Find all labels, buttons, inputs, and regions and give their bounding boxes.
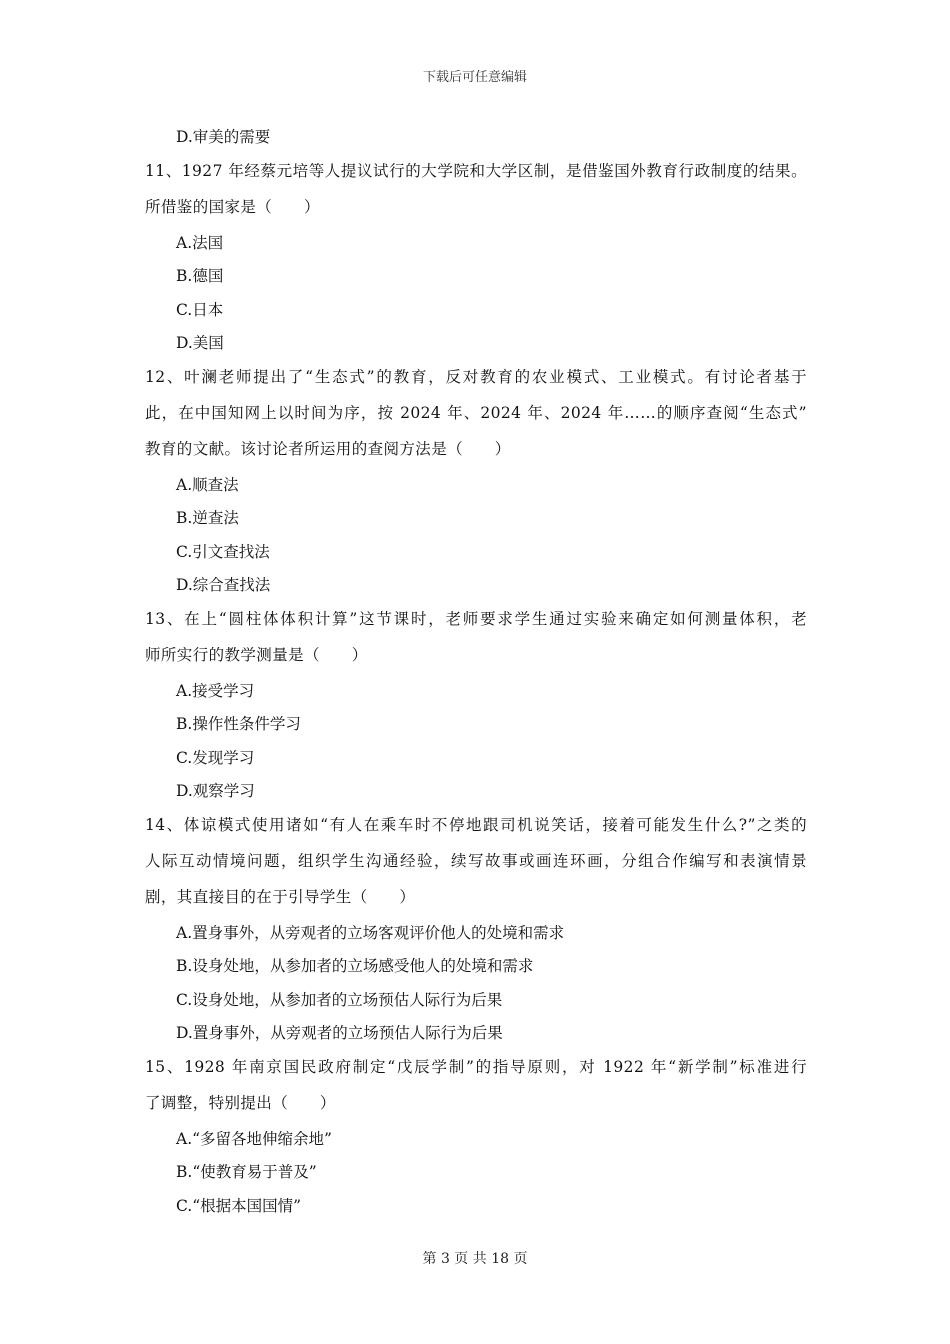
document-body <box>145 124 807 1226</box>
q12-stem-line-1: 12、叶澜老师提出了“生态式”的教育，反对教育的农业模式、工业模式。有讨论者基于 <box>145 367 807 386</box>
q12-option-c: C.引文查找法 <box>176 542 270 561</box>
q11-option-d: D.美国 <box>176 334 224 352</box>
q13-stem-line-1: 13、在上“圆柱体体积计算”这节课时，老师要求学生通过实验来确定如何测量体积，老 <box>145 609 807 628</box>
q15-stem-line-1: 15、1928 年南京国民政府制定“戊辰学制”的指导原则，对 1922 年“新学制”标准进行 <box>145 1057 807 1076</box>
q14-option-a: A.置身事外，从旁观者的立场客观评价他人的处境和需求 <box>176 923 565 942</box>
q11-option-c: C.日本 <box>176 300 224 319</box>
q11-option-a: A.法国 <box>176 233 224 252</box>
page-footer: 第 3 页 共 18 页 <box>422 1251 528 1267</box>
q14-option-c: C.设身处地，从参加者的立场预估人际行为后果 <box>176 990 503 1009</box>
q13-stem-line-2: 师所实行的教学测量是（ ） <box>145 645 368 664</box>
q12-stem-line-2: 此，在中国知网上以时间为序，按 2024 年、2024 年、2024 年……的顺序查阅“生态式” <box>145 403 807 422</box>
q14-option-b: B.设身处地，从参加者的立场感受他人的处境和需求 <box>176 957 534 975</box>
q11-option-b: B.德国 <box>176 267 224 285</box>
q11-stem-line-2: 所借鉴的国家是（ ） <box>145 197 320 216</box>
q14-stem-line-2: 人际互动情境问题，组织学生沟通经验，续写故事或画连环画，分组合作编写和表演情景 <box>145 851 807 870</box>
q12-option-a: A.顺查法 <box>176 475 239 494</box>
q15-option-a: A.“多留各地伸缩余地” <box>176 1129 332 1148</box>
q14-option-d: D.置身事外，从旁观者的立场预估人际行为后果 <box>176 1024 503 1042</box>
q13-option-a: A.接受学习 <box>176 681 255 700</box>
q12-stem-line-3: 教育的文献。该讨论者所运用的查阅方法是（ ） <box>145 439 511 458</box>
q15-option-b: B.“使教育易于普及” <box>176 1163 317 1181</box>
page-header: 下载后可任意编辑 <box>422 70 527 85</box>
q10-option-d: D.审美的需要 <box>176 128 271 146</box>
q15-stem-line-2: 了调整，特别提出（ ） <box>145 1093 336 1112</box>
q14-stem-line-3: 剧，其直接目的在于引导学生（ ） <box>145 887 416 906</box>
q12-option-d: D.综合查找法 <box>176 576 271 594</box>
q14-stem-line-1: 14、体谅模式使用诸如“有人在乘车时不停地跟司机说笑话，接着可能发生什么?”之类的 <box>145 815 807 834</box>
q13-option-d: D.观察学习 <box>176 782 255 800</box>
q13-option-b: B.操作性条件学习 <box>176 715 301 733</box>
q11-stem-line-1: 11、1927 年经蔡元培等人提议试行的大学院和大学区制，是借鉴国外教育行政制度的结果。 <box>145 161 807 180</box>
q15-option-c: C.“根据本国国情” <box>176 1196 302 1215</box>
q13-option-c: C.发现学习 <box>176 748 255 767</box>
q12-option-b: B.逆查法 <box>176 509 239 527</box>
